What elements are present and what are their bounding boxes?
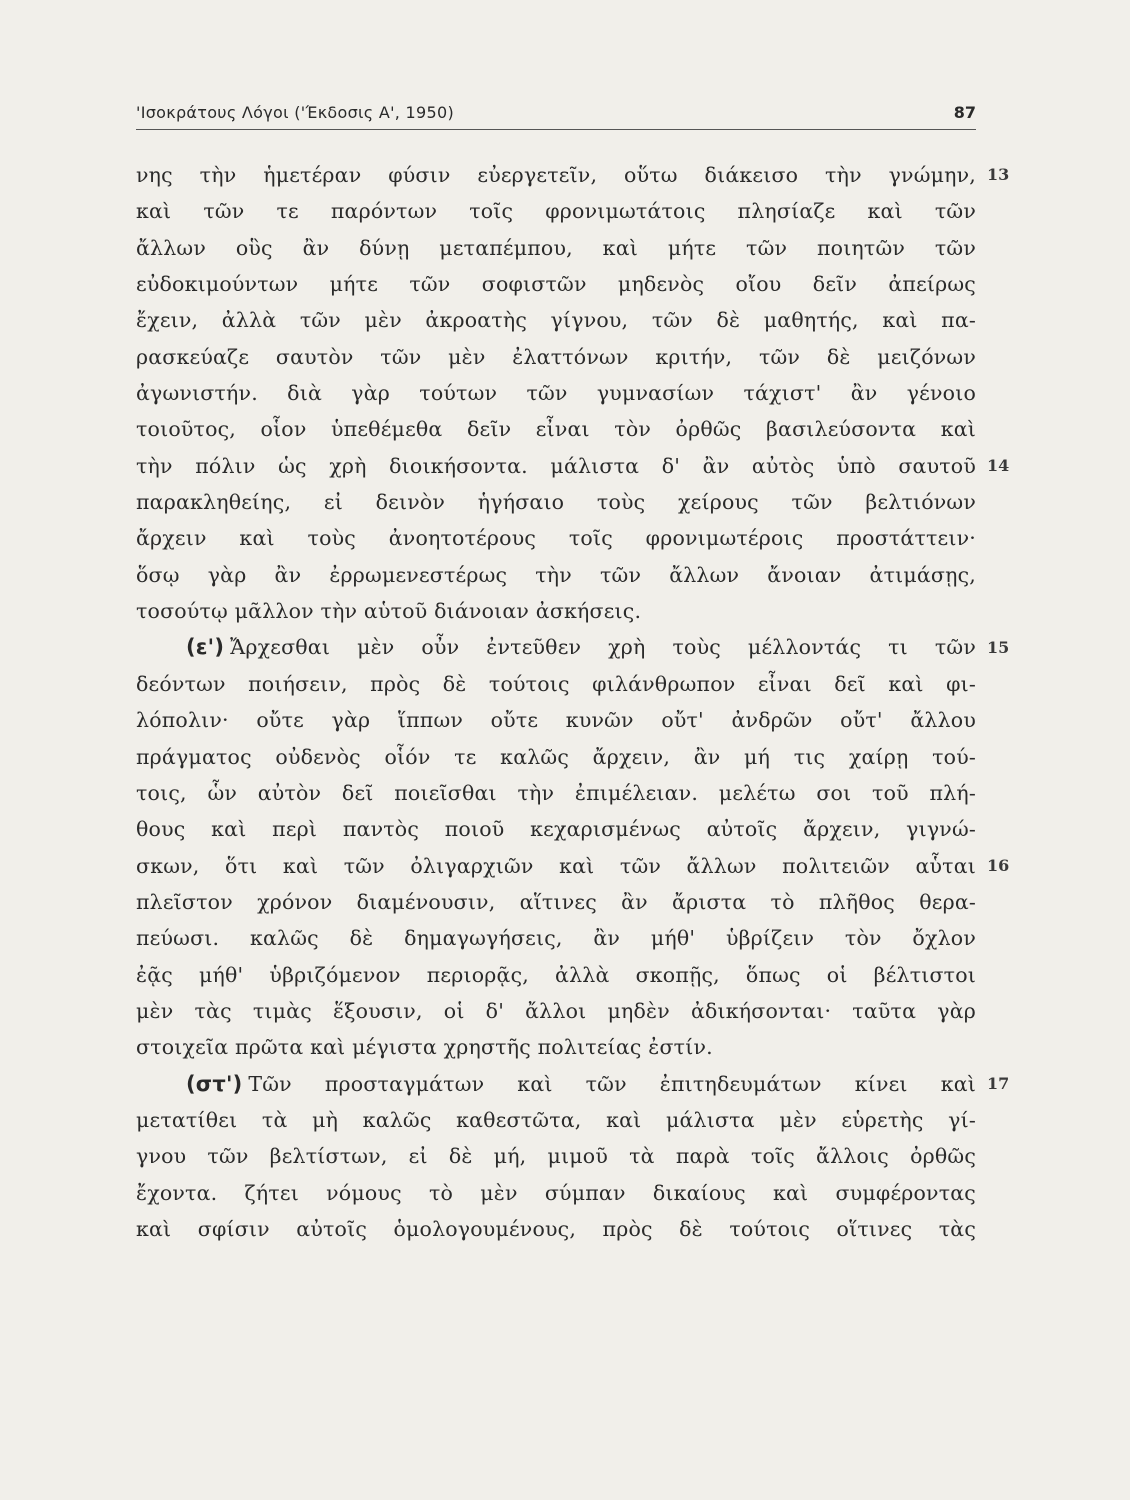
text-line: [136, 775, 976, 811]
body-text: [136, 157, 976, 1247]
line-text: ἄρχειν καὶ τοὺς ἀνοητοτέρους τοῖς φρονιμωτέροις προστάττειν·: [136, 526, 976, 551]
text-line: [136, 666, 976, 702]
line-text: Ἄρχεσθαι μὲν οὖν ἐντεῦθεν χρὴ τοὺς μέλλοντάς τι τῶν: [230, 635, 976, 660]
text-line: [136, 484, 976, 520]
text-line: [136, 266, 976, 302]
line-text: μετατίθει τὰ μὴ καλῶς καθεστῶτα, καὶ μάλιστα μὲν εὑρετὴς γί-: [136, 1107, 976, 1132]
margin-section-number: 14: [987, 455, 1010, 475]
line-text: λόπολιν· οὔτε γὰρ ἵππων οὔτε κυνῶν οὔτ' ἀνδρῶν οὔτ' ἄλλου: [136, 708, 976, 733]
line-text: τοιοῦτος, οἷον ὑπεθέμεθα δεῖν εἶναι τὸν ὀρθῶς βασιλεύσοντα καὶ: [136, 417, 976, 442]
line-text: ρασκεύαζε σαυτὸν τῶν μὲν ἐλαττόνων κριτήν, τῶν δὲ μειζόνων: [136, 344, 976, 369]
line-text: πλεῖστον χρόνον διαμένουσιν, αἵτινες ἂν ἄριστα τὸ πλῆθος θερα-: [136, 889, 976, 914]
text-line: [136, 739, 976, 775]
text-line: [136, 375, 976, 411]
running-head: [136, 103, 976, 130]
line-text: νης τὴν ἡμετέραν φύσιν εὐεργετεῖν, οὕτω διάκεισο τὴν γνώμην,: [136, 163, 976, 187]
line-text: ἐᾷς μήθ' ὑβριζόμενον περιορᾷς, ἀλλὰ σκοπῇς, ὅπως οἱ βέλτιστοι: [136, 962, 976, 987]
line-text: γνου τῶν βελτίστων, εἰ δὲ μή, μιμοῦ τὰ παρὰ τοῖς ἄλλοις ὀρθῶς: [136, 1144, 976, 1169]
text-line: [136, 811, 976, 847]
text-line: [136, 411, 976, 447]
text-line: [136, 993, 976, 1029]
text-line: [136, 157, 976, 193]
text-line: [136, 920, 976, 956]
line-text: ἔχοντα. ζήτει νόμους τὸ μὲν σύμπαν δικαίους καὶ συμφέροντας: [136, 1180, 976, 1205]
text-line: [136, 193, 976, 229]
line-text: παρακληθείης, εἰ δεινὸν ἡγήσαιο τοὺς χείρους τῶν βελτιόνων: [136, 490, 976, 515]
text-line: [136, 593, 976, 629]
text-line: [136, 1211, 976, 1247]
text-line: [136, 702, 976, 738]
line-text: δεόντων ποιήσειν, πρὸς δὲ τούτοις φιλάνθρωπον εἶναι δεῖ καὶ φι-: [136, 671, 976, 696]
text-line: [136, 884, 976, 920]
section-marker: (στ'): [186, 1071, 243, 1096]
section-marker: (ε'): [186, 635, 225, 660]
text-line: [136, 629, 976, 665]
margin-section-number: 15: [987, 637, 1010, 657]
text-line: [136, 520, 976, 556]
line-text: τοσούτῳ μᾶλλον τὴν αὑτοῦ διάνοιαν ἀσκήσεις.: [136, 599, 642, 624]
line-text: ἔχειν, ἀλλὰ τῶν μὲν ἀκροατὴς γίγνου, τῶν δὲ μαθητής, καὶ πα-: [136, 308, 976, 333]
text-line: [136, 957, 976, 993]
line-text: σκων, ὅτι καὶ τῶν ὀλιγαρχιῶν καὶ τῶν ἄλλων πολιτειῶν αὗται: [136, 853, 976, 878]
line-text: μὲν τὰς τιμὰς ἕξουσιν, οἱ δ' ἄλλοι μηδὲν ἀδικήσονται· ταῦτα γὰρ: [136, 998, 976, 1023]
line-text: τὴν πόλιν ὡς χρὴ διοικήσοντα. μάλιστα δ' ἂν αὐτὸς ὑπὸ σαυτοῦ: [136, 453, 976, 478]
text-line: [136, 1175, 976, 1211]
text-line: [136, 339, 976, 375]
page-number: 87: [953, 103, 976, 122]
margin-section-number: 16: [987, 855, 1010, 875]
text-line: [136, 1102, 976, 1138]
line-text: εὐδοκιμούντων μήτε τῶν σοφιστῶν μηδενὸς οἴου δεῖν ἀπείρως: [136, 272, 976, 297]
line-text: ἄλλων οὓς ἂν δύνῃ μεταπέμπου, καὶ μήτε τῶν ποιητῶν τῶν: [136, 235, 976, 260]
line-text: ὅσῳ γὰρ ἂν ἐρρωμενεστέρως τὴν τῶν ἄλλων ἄνοιαν ἀτιμάσῃς,: [136, 562, 976, 587]
line-text: Τῶν προσταγμάτων καὶ τῶν ἐπιτηδευμάτων κίνει καὶ: [248, 1071, 976, 1096]
line-text: θους καὶ περὶ παντὸς ποιοῦ κεχαρισμένως αὐτοῖς ἄρχειν, γιγνώ-: [136, 817, 976, 842]
text-line: [136, 230, 976, 266]
text-line: [136, 1029, 976, 1065]
text-line: [136, 848, 976, 884]
margin-section-number: 13: [987, 165, 1010, 184]
line-text: πράγματος οὐδενὸς οἷόν τε καλῶς ἄρχειν, ἂν μή τις χαίρῃ τού-: [136, 744, 976, 769]
text-line: [136, 1066, 976, 1102]
text-line: [136, 302, 976, 338]
text-line: [136, 557, 976, 593]
line-text: καὶ σφίσιν αὐτοῖς ὁμολογουμένους, πρὸς δὲ τούτοις οἵτινες τὰς: [136, 1216, 976, 1241]
line-text: καὶ τῶν τε παρόντων τοῖς φρονιμωτάτοις πλησίαζε καὶ τῶν: [136, 199, 976, 224]
line-text: στοιχεῖα πρῶτα καὶ μέγιστα χρηστῆς πολιτείας ἐστίν.: [136, 1035, 713, 1060]
text-line: [136, 448, 976, 484]
line-text: ἀγωνιστήν. διὰ γὰρ τούτων τῶν γυμνασίων τάχιστ' ἂν γένοιο: [136, 381, 976, 406]
running-title: 'Ισοκράτους Λόγοι ('Έκδοσις Α', 1950): [136, 103, 455, 122]
line-text: πεύωσι. καλῶς δὲ δημαγωγήσεις, ἂν μήθ' ὑβρίζειν τὸν ὄχλον: [136, 926, 976, 951]
text-line: [136, 1138, 976, 1174]
margin-section-number: 17: [987, 1073, 1010, 1093]
line-text: τοις, ὧν αὐτὸν δεῖ ποιεῖσθαι τὴν ἐπιμέλειαν. μελέτω σοι τοῦ πλή-: [136, 780, 976, 805]
